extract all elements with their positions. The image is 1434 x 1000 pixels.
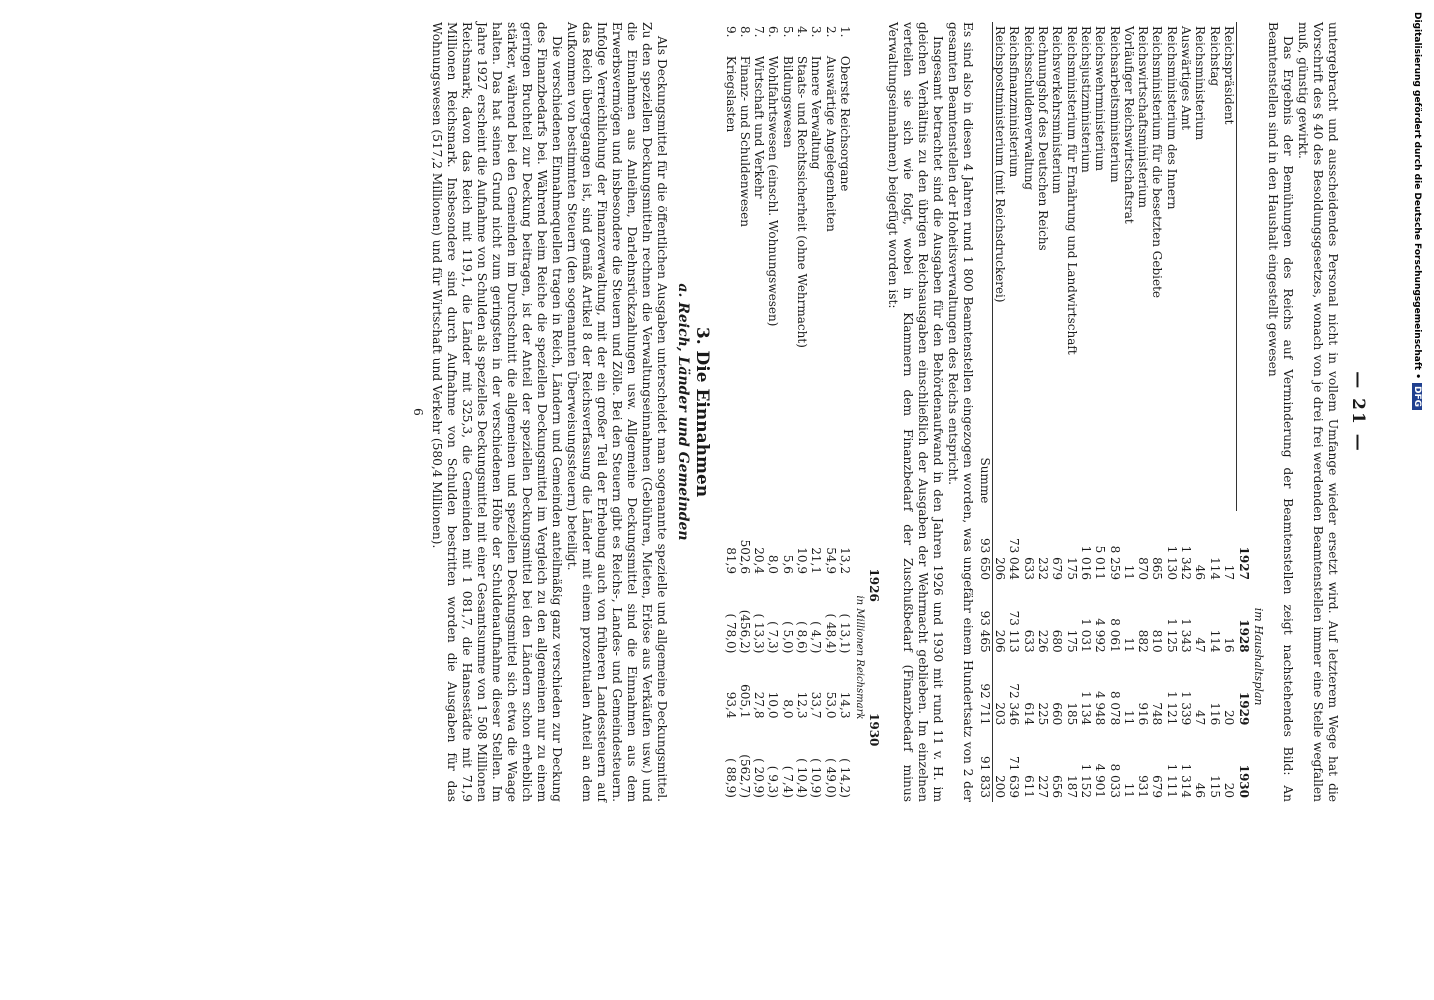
table-cell: 5 011 [1093, 545, 1108, 580]
table-cell: 20 [1222, 782, 1237, 798]
row-label: Reichsministerium [1193, 26, 1208, 141]
table-cell: 611 [1021, 775, 1036, 798]
row-label: Rechnungshof des Deutschen Reichs [1036, 26, 1051, 251]
section-title: 3. Die Einnahmen [692, 326, 713, 498]
row-label: Staats- und Rechtssicherheit (ohne Wehrmacht) [795, 55, 810, 348]
table-row [1007, 22, 1021, 802]
row-label: Wohlfahrtswesen (einschl. Wohnungswesen) [766, 55, 781, 327]
row-label: Reichsministerium des Innern [1164, 26, 1179, 210]
table-cell: 1 130 [1164, 545, 1179, 580]
table-row [780, 22, 794, 802]
sum-row [978, 22, 993, 802]
table-cell: 810 [1150, 629, 1165, 653]
col-year: 1928 [1236, 619, 1251, 653]
col-year: 1930 [1236, 764, 1251, 798]
table-row [1050, 22, 1064, 802]
table-cell: 11 [1121, 710, 1136, 726]
row-label: Auswärtiges Amt [1179, 26, 1194, 130]
sum-cell: 93 650 [978, 511, 993, 584]
table-cell: 46 [1193, 782, 1208, 798]
row-label: Reichsministerium für Ernährung und Landwirtschaft [1064, 26, 1079, 355]
value-1930: 8,0 [780, 699, 795, 719]
table-cell: 8 033 [1107, 763, 1122, 798]
table-cell: 1 342 [1179, 545, 1194, 580]
subsidy-1930: ( 14,2) [837, 758, 852, 798]
table-row [1150, 22, 1164, 802]
table-cell: 226 [1036, 629, 1051, 653]
table-cell: 11 [1121, 637, 1136, 653]
table-cell: 614 [1021, 702, 1036, 726]
subsidy-1930: ( 10,4) [795, 758, 810, 798]
subsidy-1930: ( 88,9) [723, 758, 738, 798]
table-cell: 16 [1222, 637, 1237, 653]
row-label: Bildungswesen [780, 55, 795, 148]
expenditure-table [723, 22, 880, 802]
col-year: 1929 [1236, 691, 1251, 726]
expenditure-paragraph: Insgesamt betrachtet sind die Ausgaben für den Behördenaufwand in den Jahren 1926 und 1930 mit rund 11 v. H. im gleichen Verhältnis zu den übrigen Reichsausgaben einschließlich der Ausgaben der Wehrmacht geblieben. Im einzelnen verteilen sie sich wie folgt, wobei in Klammern dem Finanzbedarf der Zuschußbedarf (Finanzbedarf minus Verwaltungseinnahmen) beigefügt worden ist: [885, 22, 945, 802]
subsidy-1930: (562,7) [737, 754, 752, 798]
col-year: 1926 [866, 568, 881, 602]
row-label: Wirtschaft und Verkehr [752, 55, 767, 199]
table-cell: 1 134 [1078, 690, 1093, 726]
subsidy-1930: ( 20,9) [752, 758, 767, 798]
table-cell: 200 [993, 775, 1008, 798]
page-number-header: — 21 — [1348, 371, 1368, 453]
table-row [1193, 22, 1207, 802]
table-row [1179, 22, 1193, 802]
table-row [838, 22, 852, 802]
row-label: Reichsfinanzministerium [1007, 26, 1022, 178]
table-row [738, 22, 752, 802]
sum-cell: 93 465 [978, 584, 993, 657]
revenue-paragraph: Als Deckungsmittel für die öffentlichen Ausgaben unterscheidet man sogenannte spezielle und allgemeine Deckungsmittel. Zu den speziellen Deckungsmitteln rechnen die Verwaltungseinnahmen (Gebühren, Mieten, Erlöse aus Verkäufen usw.) und die Einnahmen aus Anleihen, Darlehnsrückzahlungen usw. Allgemeine Deckungsmittel sind die Einnahmen aus dem Erwerbsvermögen und insbesondere die Steuern und Zölle. Bei den Steuern gibt es Reichs-, Landes- und Gemeindesteuern. Infolge Verreichlichung der Finanzverwaltung, mit der ein großer Teil der Erhebung auch von früheren Landessteuern auf das Reich übergegangen ist, sind gemäß Artikel 8 der Reichsverfassung die Länder mit einem prozentualen Anteil an dem Aufkommen von bestimmten Steuern (den sogenannten Überweisungssteuern) beteiligt. [565, 22, 670, 802]
unit-label: in Millionen Reichsmark [854, 595, 866, 720]
table-row [1222, 22, 1237, 802]
table-cell: 882 [1136, 629, 1151, 653]
table-cell: 115 [1207, 775, 1222, 798]
table-cell: 679 [1150, 775, 1165, 798]
value-1926: 13,2 [837, 547, 852, 574]
table-cell: 73 044 [1007, 537, 1022, 580]
subsidy-1926: ( 13,3) [752, 613, 767, 654]
table-cell: 1 016 [1078, 545, 1093, 580]
table-row [1021, 22, 1035, 802]
value-1930: 14,3 [837, 691, 852, 719]
subsidy-1926: ( 5,0) [780, 621, 795, 654]
table-cell: 1 343 [1179, 618, 1194, 653]
table-cell: 175 [1064, 629, 1079, 653]
table-cell: 1 314 [1179, 763, 1194, 798]
table-cell: 46 [1193, 564, 1208, 580]
budget-plan-header: im Haushaltsplan [1252, 607, 1265, 706]
row-label: Vorläufiger Reichswirtschaftsrat [1121, 26, 1136, 224]
row-label: Reichsverkehrsministerium [1050, 26, 1065, 194]
subsidy-1926: (456,2) [737, 609, 752, 654]
table-cell: 931 [1136, 775, 1151, 798]
table-row [823, 22, 837, 802]
subsidy-1930: ( 9,3) [766, 765, 781, 798]
row-number: 2. [823, 26, 838, 38]
table-cell: 175 [1064, 557, 1079, 580]
table-cell: 679 [1050, 557, 1065, 580]
table-cell: 1 121 [1164, 690, 1179, 726]
result-paragraph: Das Ergebnis der Bemühungen des Reichs auf Verminderung der Beamtenstellen zeigt nachstehendes Bild: An Beamtenstellen sind in den Haushalt eingestellt gewesen [1266, 22, 1295, 802]
subsidy-1926: ( 48,4) [823, 613, 838, 654]
row-number: 5. [780, 26, 795, 38]
table-cell: 116 [1207, 702, 1222, 726]
table-cell: 4 948 [1093, 690, 1108, 726]
table-cell: 187 [1064, 775, 1079, 798]
table-row [766, 22, 780, 802]
value-1926: 20,4 [752, 547, 767, 574]
table-body [723, 22, 852, 802]
row-number: 4. [795, 26, 810, 38]
subsidy-1930: ( 49,0) [823, 758, 838, 798]
table-cell: 185 [1064, 702, 1079, 726]
row-label: Innere Verwaltung [809, 55, 824, 170]
row-number: 6. [766, 26, 781, 38]
row-label: Reichstag [1207, 26, 1222, 87]
sum-cell: 91 833 [978, 729, 993, 802]
table-row [1064, 22, 1078, 802]
subsidy-1926: ( 13,1) [837, 613, 852, 654]
value-1926: 54,9 [823, 547, 838, 574]
subsidy-1926: ( 7,3) [766, 621, 781, 654]
revenue-sources-paragraph: Die verschiedenen Einnahmequellen tragen in Reich, Ländern und Gemeinden anteilmäßig ganz verschieden zur Deckung des Finanzbedarfs bei. Während beim Reiche die speziellen Deckungsmittel im Vergleich zu den allgemeinen nur zu einem geringen Bruchteil zur Deckung beitragen, ist der Anteil der speziellen Deckungsmittel bei den Ländern schon erheblich stärker, während bei den Gemeinden im Durchschnitt die allgemeinen und speziellen Deckungsmittel sich etwa die Waage halten. Das hat seinen Grund nicht zum geringsten in der verschiedenen Höhe der Schuldenaufnahme dieser Stellen. Im Jahre 1927 erscheint die Aufnahme von Schulden als spezielles Deckungsmittel mit einer Gesamtsumme von 1 508 Millionen Reichsmark; davon das Reich mit 119,1, die Länder mit 325,3, die Gemeinden mit 1 081,7, die Hansestädte mit 71,9 Millionen Reichsmark. Insbesondere sind durch Aufnahme von Schulden bestritten worden die Ausgaben für das Wohnungswesen (517,2 Millionen) und für Wirtschaft und Verkehr (580,4 Millionen). [430, 22, 565, 802]
sum-label: Summe [978, 22, 993, 511]
table-cell: 8 078 [1107, 690, 1122, 726]
table-row [795, 22, 809, 802]
row-label: Kriegslasten [723, 55, 738, 133]
civil-servant-table [978, 22, 1265, 802]
subsection-title: a. Reich, Länder und Gemeinden [675, 283, 692, 541]
row-label: Reichswirtschaftsministerium [1136, 26, 1151, 208]
table-cell: 72 346 [1007, 683, 1022, 726]
value-1930: 605,1 [737, 684, 752, 719]
table-row [992, 22, 1007, 802]
table-row [809, 22, 823, 802]
table-cell: 4 992 [1093, 618, 1108, 653]
value-1926: 10,9 [795, 547, 810, 574]
table-cell: 865 [1150, 557, 1165, 580]
table-cell: 232 [1036, 557, 1051, 580]
row-number: 7. [752, 26, 767, 38]
reduction-paragraph: Es sind also in diesen 4 Jahren rund 1 800 Beamtenstellen eingezogen worden, was ungefähr einem Hundertsatz von 2 der gesamten Beamtenstellen der Hoheitsverwaltungen des Reichs entspricht. [945, 22, 975, 802]
col-year: 1930 [866, 713, 881, 747]
table-cell: 225 [1036, 702, 1051, 726]
value-1926: 5,6 [780, 554, 795, 574]
row-label: Reichswehrministerium [1093, 26, 1108, 171]
table-cell: 1 339 [1179, 690, 1194, 726]
table-cell: 206 [993, 557, 1008, 580]
value-1930: 12,3 [795, 691, 810, 719]
table-row [752, 22, 766, 802]
value-1930: 33,7 [809, 691, 824, 719]
table-cell: 11 [1121, 564, 1136, 580]
dfg-logo: DFG [1412, 383, 1422, 410]
subsidy-1930: ( 10,9) [809, 758, 824, 798]
table-cell: 20 [1222, 710, 1237, 726]
table-row [1093, 22, 1107, 802]
row-number: 9. [723, 26, 738, 38]
table-cell: 206 [993, 629, 1008, 653]
table-cell: 1 031 [1078, 618, 1093, 653]
table-row [1079, 22, 1093, 802]
col-year: 1927 [1236, 546, 1251, 580]
table-cell: 748 [1150, 702, 1165, 726]
row-label: Reichsarbeitsministerium [1107, 26, 1122, 183]
table-cell: 1 152 [1078, 763, 1093, 798]
credit-text: Digitalisierung gefördert durch die Deutsche Forschungsgemeinschaft • [1412, 12, 1422, 379]
value-1930: 53,0 [823, 691, 838, 719]
table-cell: 71 639 [1007, 756, 1022, 798]
table-row [1207, 22, 1221, 802]
table-cell: 8 061 [1107, 618, 1122, 653]
table-cell: 870 [1136, 557, 1151, 580]
table-cell: 17 [1222, 564, 1237, 580]
subsidy-1926: ( 4,7) [809, 621, 824, 654]
row-number: 1. [837, 26, 852, 38]
digitization-credit [1412, 12, 1422, 410]
intro-paragraph: untergebracht und ausscheidendes Personal nicht in vollem Umfange wieder ersetzt wird. Auf letzterem Wege hat die Vorschrift des § 40 des Besoldungsgesetzes, wonach von je drei frei werdenden Beamtenstellen immer eine Stelle wegfallen muß, günstig gewirkt. [1296, 22, 1340, 802]
table-cell: 11 [1121, 782, 1136, 798]
table-row [1122, 22, 1136, 802]
row-label: Reichsministerium für die besetzten Gebiete [1150, 26, 1165, 298]
table-cell: 656 [1050, 775, 1065, 798]
value-1930: 27,8 [752, 691, 767, 719]
row-label: Oberste Reichsorgane [837, 55, 852, 192]
value-1926: 502,6 [737, 539, 752, 574]
table-cell: 73 113 [1007, 610, 1022, 653]
table-row [1164, 22, 1178, 802]
table-cell: 227 [1036, 775, 1051, 798]
row-label: Reichsschuldenverwaltung [1021, 26, 1036, 191]
value-1930: 93,4 [723, 691, 738, 719]
table-cell: 1 111 [1164, 763, 1179, 798]
table-body [992, 22, 1236, 802]
table-cell: 1 125 [1164, 618, 1179, 653]
table-row [1036, 22, 1050, 802]
row-number: 8. [737, 26, 752, 38]
table-row [1107, 22, 1121, 802]
value-1930: 10,0 [766, 691, 781, 719]
row-number: 3. [809, 26, 824, 38]
table-cell: 114 [1207, 557, 1222, 580]
row-label: Reichsjustizministerium [1078, 26, 1093, 173]
value-1926: 8,0 [766, 554, 781, 574]
subsidy-1926: ( 8,6) [795, 621, 810, 654]
table-cell: 114 [1207, 629, 1222, 653]
table-cell: 47 [1193, 637, 1208, 653]
subsidy-1926: ( 78,0) [723, 613, 738, 654]
sum-cell: 92 711 [978, 657, 993, 730]
row-label: Reichspräsident [1221, 26, 1236, 125]
table-cell: 4 901 [1093, 763, 1108, 798]
table-cell: 47 [1193, 710, 1208, 726]
table-cell: 916 [1136, 702, 1151, 726]
table-cell: 203 [993, 702, 1008, 726]
row-label: Auswärtige Angelegenheiten [823, 55, 838, 232]
table-cell: 8 259 [1107, 545, 1122, 580]
row-label: Finanz- und Schuldenwesen [737, 55, 752, 227]
table-cell: 680 [1050, 629, 1065, 653]
value-1926: 81,9 [723, 547, 738, 574]
table-cell: 633 [1021, 557, 1036, 580]
table-cell: 660 [1050, 702, 1065, 726]
value-1926: 21,1 [809, 547, 824, 574]
table-row [723, 22, 737, 802]
table-cell: 633 [1021, 629, 1036, 653]
subsidy-1930: ( 7,4) [780, 765, 795, 798]
footer-number: 6 [411, 408, 426, 416]
row-label: Reichspostministerium (mit Reichsdruckerei) [993, 26, 1008, 303]
table-row [1136, 22, 1150, 802]
document-page [65, 22, 1368, 802]
